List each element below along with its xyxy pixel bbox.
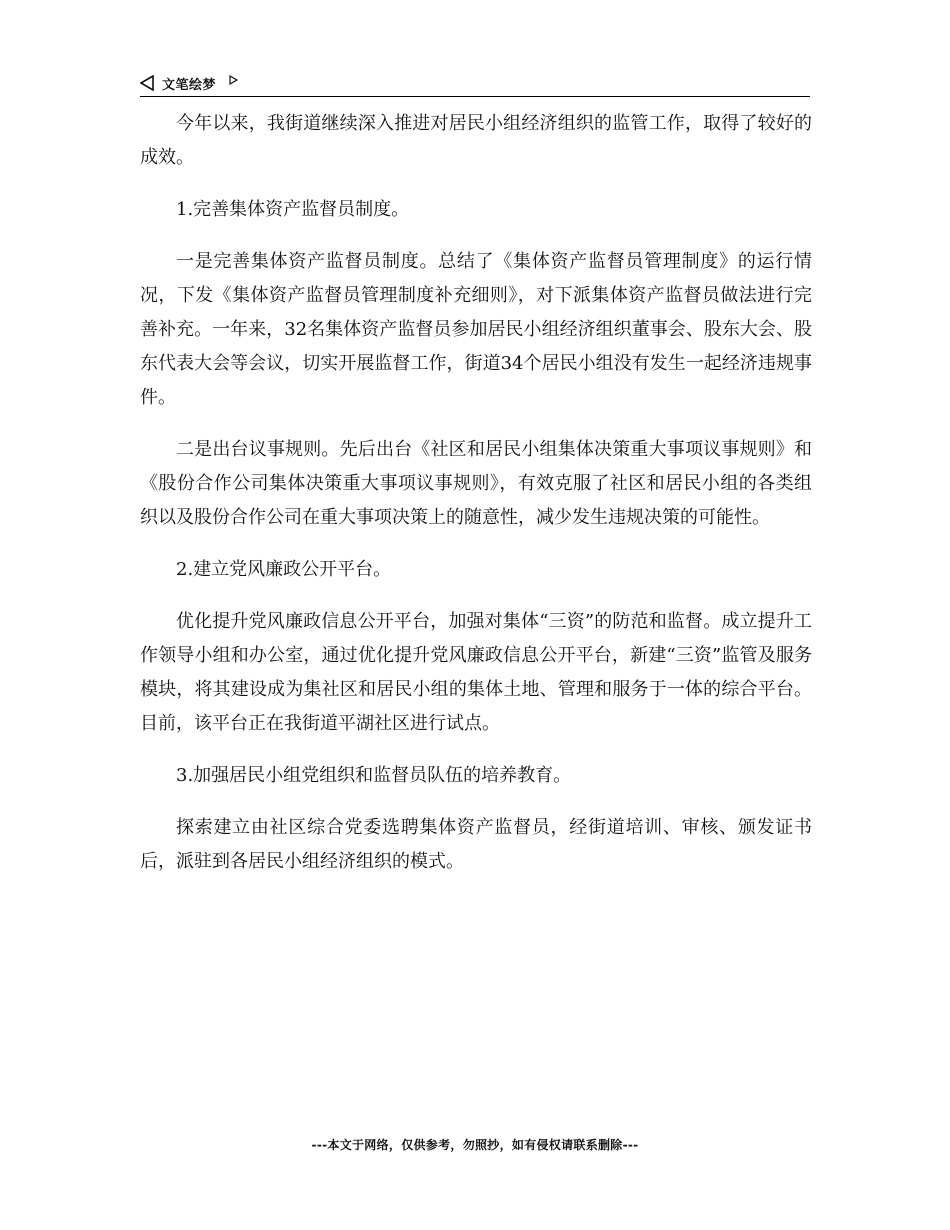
paragraph-platform: 优化提升党风廉政信息公开平台，加强对集体“三资”的防范和监督。成立提升工作领导小组和办公室，通过优化提升党风廉政信息公开平台，新建“三资”监管及服务模块，将其建设成为集社区和居民小组的集体土地、管理和服务于一体的综合平台。目前，该平台正在我街道平湖社区进行试点。 — [140, 611, 812, 734]
paragraph-rules: 二是出台议事规则。先后出台《社区和居民小组集体决策重大事项议事规则》和《股份合作公司集体决策重大事项议事规则》，有效克服了社区和居民小组的各类组织以及股份合作公司在重大事项决策上的随意性，减少发生违规决策的可能性。 — [140, 439, 812, 528]
triangle-left-icon — [140, 75, 154, 91]
section-heading-3: 3.加强居民小组党组织和监督员队伍的培养教育。 — [176, 765, 572, 786]
section-heading-1: 1.完善集体资产监督员制度。 — [176, 199, 410, 220]
paragraph-supervisor-system: 一是完善集体资产监督员制度。总结了《集体资产监督员管理制度》的运行情况，下发《集体资产监督员管理制度补充细则》，对下派集体资产监督员做法进行完善补充。一年来，32名集体资产监督员参加居民小组经济组织董事会、股东大会、股东代表大会等会议，切实开展监督工作，街道34个居民小组没有发生一起经济违规事件。 — [140, 251, 812, 408]
paragraph-intro: 今年以来，我街道继续深入推进对居民小组经济组织的监管工作，取得了较好的成效。 — [140, 113, 812, 168]
header-brand: 文笔绘梦 — [162, 78, 217, 93]
paragraph-training: 探索建立由社区综合党委选聘集体资产监督员，经街道培训、审核、颁发证书后，派驻到各居民小组经济组织的模式。 — [140, 817, 812, 872]
footer-disclaimer: ---本文于网络，仅供参考，勿照抄，如有侵权请联系删除--- — [311, 1138, 639, 1152]
triangle-right-icon — [229, 75, 238, 85]
page-header — [140, 72, 810, 97]
document-body — [140, 107, 812, 897]
section-heading-2: 2.建立党风廉政公开平台。 — [176, 559, 392, 580]
